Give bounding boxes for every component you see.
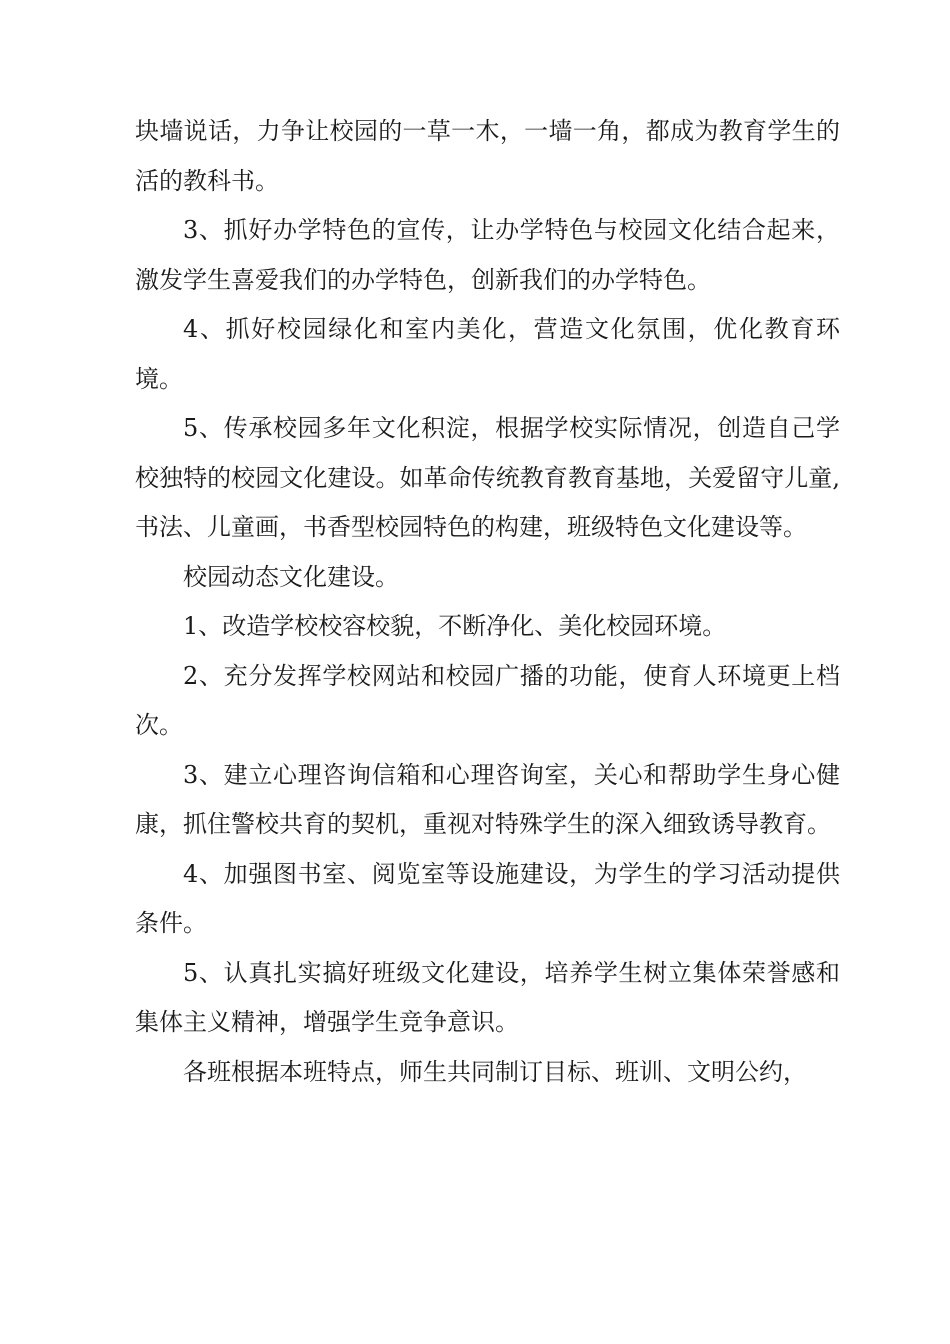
paragraph-item-4-greening: 4、抓好校园绿化和室内美化，营造文化氛围，优化教育环境。 <box>135 315 840 393</box>
paragraph-item-3-counseling: 3、建立心理咨询信箱和心理咨询室，关心和帮助学生身心健康，抓住警校共育的契机，重视对特殊学生的深入细致诱导教育。 <box>135 760 840 838</box>
paragraph-item-1-campus-environment: 1、改造学校校容校貌，不断净化、美化校园环境。 <box>183 612 727 640</box>
section-heading-dynamic-culture: 校园动态文化建设。 <box>183 562 399 591</box>
paragraph-continuation: 块墙说话，力争让校园的一草一木，一墙一角，都成为教育学生的活的教科书。 <box>135 117 840 195</box>
document-body <box>135 107 840 1097</box>
paragraph-class-goals: 各班根据本班特点，师生共同制订目标、班训、文明公约， <box>183 1057 807 1086</box>
paragraph-item-5-class-culture: 5、认真扎实搞好班级文化建设，培养学生树立集体荣誉感和集体主义精神，增强学生竞争意识。 <box>135 958 840 1036</box>
paragraph-item-4-library: 4、加强图书室、阅览室等设施建设，为学生的学习活动提供条件。 <box>135 859 840 937</box>
paragraph-item-2-website-broadcast: 2、充分发挥学校网站和校园广播的功能，使育人环境更上档次。 <box>135 661 840 739</box>
paragraph-item-3-promote-features: 3、抓好办学特色的宣传，让办学特色与校园文化结合起来，激发学生喜爱我们的办学特色，创新我们的办学特色。 <box>135 216 840 294</box>
paragraph-item-5-heritage: 5、传承校园多年文化积淀，根据学校实际情况，创造自己学校独特的校园文化建设。如革命传统教育教育基地，关爱留守儿童,书法、儿童画，书香型校园特色的构建，班级特色文化建设等。 <box>135 414 840 541</box>
